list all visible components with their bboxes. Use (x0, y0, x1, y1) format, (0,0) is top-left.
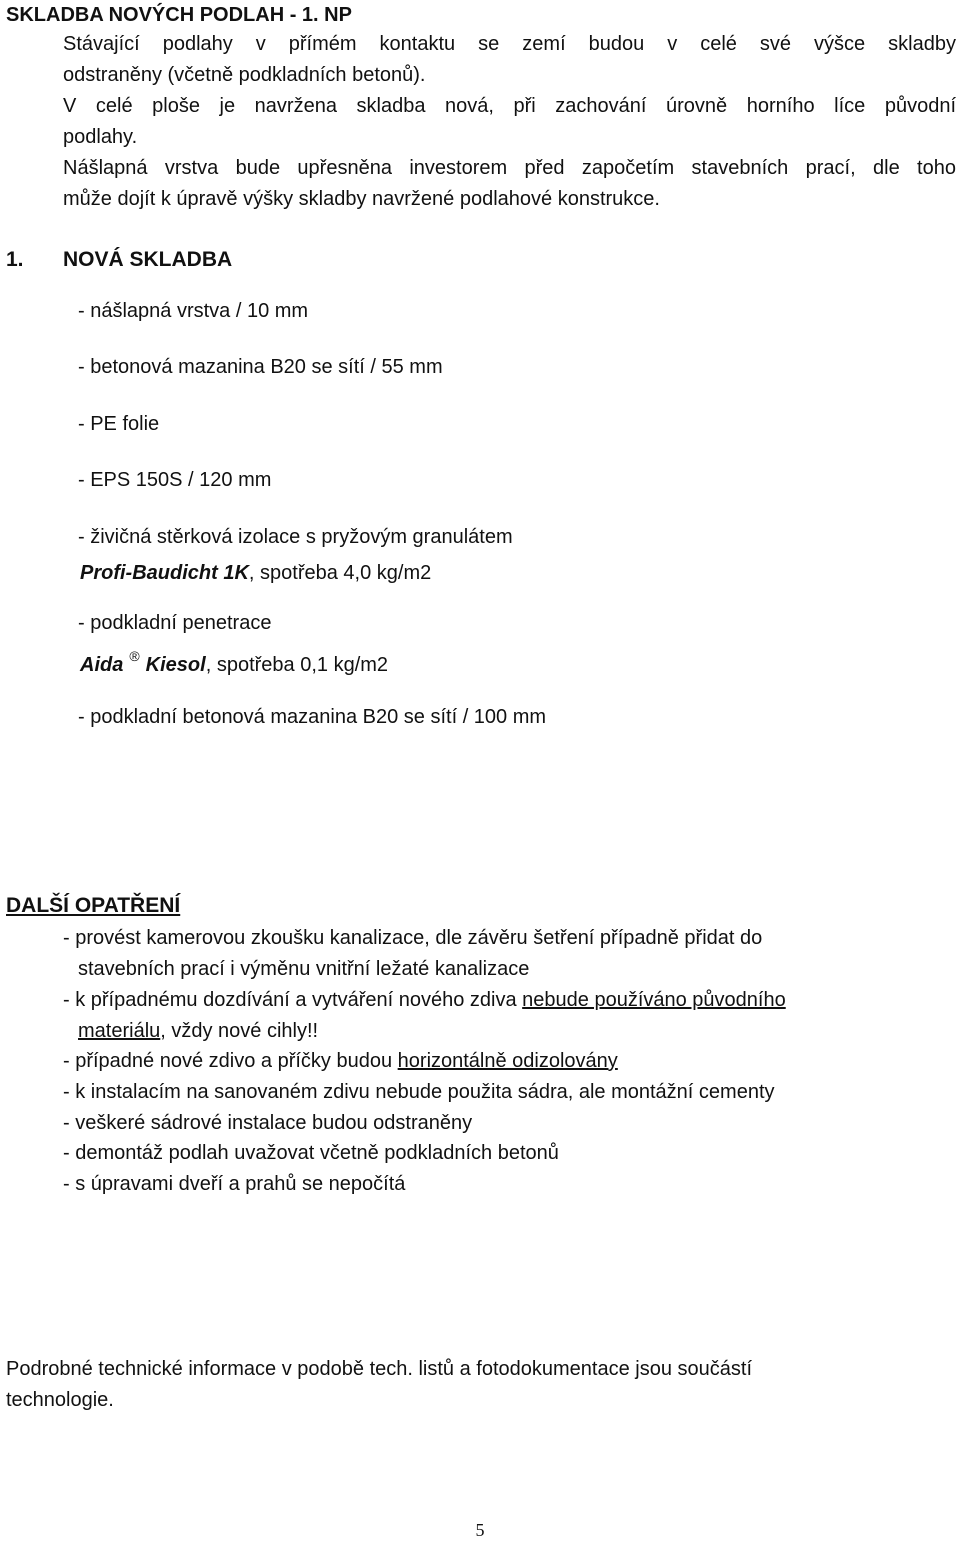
layer-3: - PE folie (78, 413, 160, 435)
section-number: 1. (6, 248, 24, 271)
layer-6-usage: , spotřeba 0,1 kg/m2 (205, 654, 389, 676)
measure-2 (63, 989, 786, 1012)
intro-line-4: podlahy. (63, 126, 138, 148)
measure-3-text: - případné nové zdivo a příčky budou (63, 1050, 398, 1072)
measures-title: DALŠÍ OPATŘENÍ (6, 894, 181, 917)
layer-5: - živičná stěrková izolace s pryžovým granulátem (78, 526, 513, 548)
layer-1: - nášlapná vrstva / 10 mm (78, 300, 309, 322)
intro-line-5: Nášlapná vrstva bude upřesněna investorem před započetím stavebních prací, dle toho (63, 157, 956, 179)
measure-2-cont (78, 1020, 318, 1043)
page-number: 5 (475, 1520, 485, 1540)
measure-1-cont: stavebních prací i výměnu vnitřní ležaté kanalizace (78, 958, 530, 980)
footer-note-line-1: Podrobné technické informace v podobě tech. listů a fotodokumentace jsou součástí (6, 1358, 753, 1380)
measure-3-underlined: horizontálně odizolovány (397, 1050, 618, 1072)
section-title (6, 248, 232, 272)
layer-4: - EPS 150S / 120 mm (78, 469, 272, 491)
measure-2-underlined: nebude používáno původního (522, 989, 786, 1011)
section-name: NOVÁ SKLADBA (63, 248, 233, 271)
measure-2-underlined-cont: materiálu (78, 1020, 161, 1042)
layer-5-usage: , spotřeba 4,0 kg/m2 (248, 562, 432, 584)
measure-2-text: - k případnému dozdívání a vytváření nového zdiva (63, 989, 523, 1011)
measure-1: - provést kamerovou zkoušku kanalizace, dle závěru šetření případně přidat do (63, 927, 763, 949)
intro-line-3: V celé ploše je navržena skladba nová, při zachování úrovně horního líce původní (63, 95, 956, 117)
layer-6-product-line (80, 648, 389, 677)
intro-line-6: může dojít k úpravě výšky skladby navržené podlahové konstrukce. (63, 188, 660, 210)
measure-6: - demontáž podlah uvažovat včetně podkladních betonů (63, 1142, 559, 1164)
measure-5: - veškeré sádrové instalace budou odstraněny (63, 1112, 473, 1134)
layer-6: - podkladní penetrace (78, 612, 272, 634)
layer-5-product-line (80, 562, 431, 585)
layer-2: - betonová mazanina B20 se sítí / 55 mm (78, 356, 443, 378)
intro-line-2: odstraněny (včetně podkladních betonů). (63, 64, 426, 86)
layer-6-product-a: Aida (80, 654, 124, 676)
measure-2-text-cont: , vždy nové cihly!! (160, 1020, 319, 1042)
document-heading: SKLADBA NOVÝCH PODLAH - 1. NP (6, 4, 352, 26)
layer-7: - podkladní betonová mazanina B20 se sítí / 100 mm (78, 706, 547, 728)
intro-line-1: Stávající podlahy v přímém kontaktu se zemí budou v celé své výšce skladby (63, 33, 956, 55)
measure-4: - k instalacím na sanovaném zdivu nebude použita sádra, ale montážní cementy (63, 1081, 775, 1103)
registered-mark: ® (129, 648, 140, 664)
measure-7: - s úpravami dveří a prahů se nepočítá (63, 1173, 406, 1195)
layer-5-product: Profi-Baudicht 1K (80, 562, 249, 584)
footer-note-line-2: technologie. (6, 1389, 114, 1411)
measure-3 (63, 1050, 618, 1073)
layer-6-product-b: Kiesol (145, 654, 206, 676)
